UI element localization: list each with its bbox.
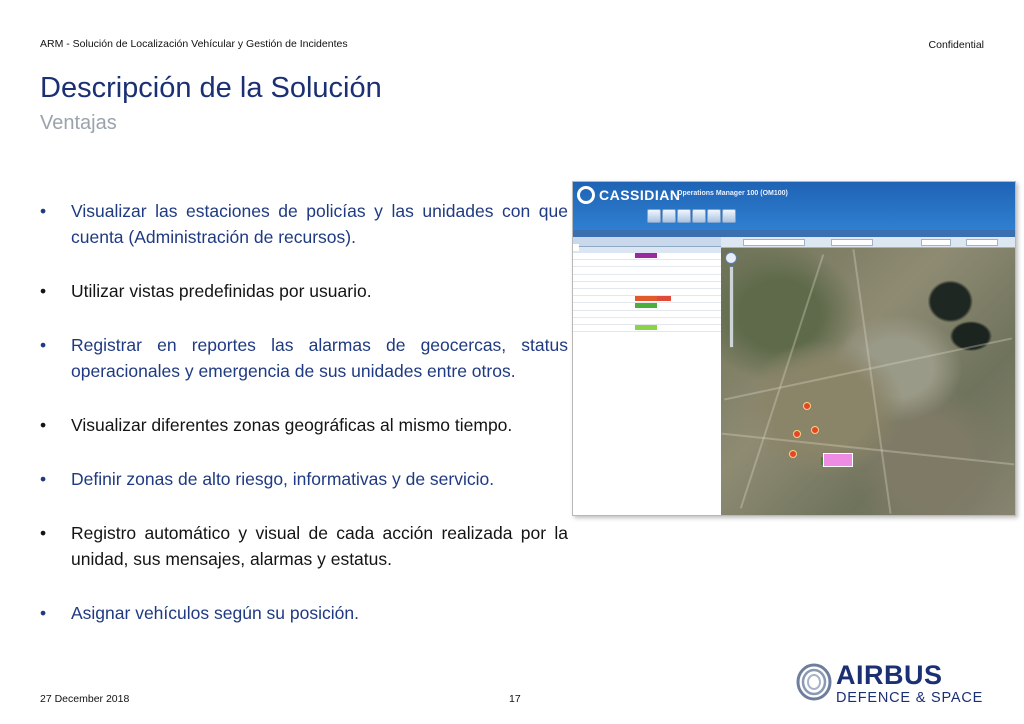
- resource-row: [573, 296, 721, 303]
- unit-marker-icon: [793, 430, 801, 438]
- bullet-dot: •: [40, 469, 47, 489]
- bullet-text: Asignar vehículos según su posición.: [71, 603, 359, 623]
- resource-row: [573, 289, 721, 296]
- resource-row: [573, 318, 721, 325]
- unit-marker-icon: [789, 450, 797, 458]
- bullet-dot: •: [40, 201, 47, 221]
- resource-row: [573, 253, 721, 260]
- logo-sub: DEFENCE & SPACE: [836, 690, 984, 706]
- bullet-item: [40, 466, 568, 492]
- airbus-swirl-icon: [796, 662, 832, 702]
- app-brand: CASSIDIAN: [599, 187, 681, 203]
- map-road: [852, 249, 891, 514]
- footer-date: 27 December 2018: [40, 693, 130, 705]
- unit-marker-icon: [803, 402, 811, 410]
- map-toolbar: [721, 237, 1015, 248]
- bullet-text: Visualizar diferentes zonas geográficas al mismo tiempo.: [71, 415, 513, 435]
- bullet-text: Definir zonas de alto riesgo, informativas y de servicio.: [71, 469, 495, 489]
- map-profile-select: [966, 239, 998, 246]
- bullet-text: Registrar en reportes las alarmas de geocercas, status operacionales y emergencia de sus unidades entre otros.: [71, 335, 568, 381]
- resource-row: [573, 311, 721, 318]
- bullet-text: Utilizar vistas predefinidas por usuario.: [71, 281, 372, 301]
- app-name: Operations Manager 100 (OM100): [677, 190, 788, 197]
- bullet-item: [40, 520, 568, 572]
- bullet-dot: •: [40, 415, 47, 435]
- map-search-field: [743, 239, 805, 246]
- map-pan-control-icon: [725, 252, 737, 264]
- resource-row: [573, 260, 721, 267]
- bullet-dot: •: [40, 281, 47, 301]
- header-confidential: Confidential: [928, 39, 984, 51]
- bullet-item: [40, 600, 568, 626]
- map-locale-select: [921, 239, 951, 246]
- unit-marker-icon: [811, 426, 819, 434]
- resource-tabs: [573, 237, 721, 247]
- resource-tab: [573, 244, 579, 251]
- resource-panel: [573, 237, 722, 515]
- resource-tab: [594, 244, 600, 251]
- header-left: ARM - Solución de Localización Vehícular y Gestión de Incidentes: [40, 38, 348, 50]
- airbus-logo: [796, 660, 996, 708]
- map-zoom-slider: [729, 266, 734, 348]
- bullet-dot: •: [40, 335, 47, 355]
- satellite-map: [721, 248, 1015, 515]
- bullet-item: [40, 198, 568, 250]
- map-filter-field: [831, 239, 873, 246]
- bullet-item: [40, 278, 568, 304]
- page-subtitle: Ventajas: [40, 112, 117, 134]
- app-toolbar-icon: [707, 209, 721, 223]
- resource-row: [573, 275, 721, 282]
- bullet-dot: •: [40, 603, 47, 623]
- bullet-dot: •: [40, 523, 47, 543]
- bullet-item: [40, 332, 568, 384]
- app-toolbar-icon: [647, 209, 661, 223]
- app-toolbar-icon: [722, 209, 736, 223]
- resource-row: [573, 303, 721, 310]
- logo-word: AIRBUS: [836, 660, 943, 690]
- bullet-text: Visualizar las estaciones de policías y las unidades con que cuenta (Administración de recursos).: [71, 201, 568, 247]
- app-toolbar-icon: [662, 209, 676, 223]
- bullet-list: [40, 198, 568, 654]
- footer-page-number: 17: [509, 693, 521, 705]
- app-screenshot: [572, 181, 1016, 516]
- page-title: Descripción de la Solución: [40, 72, 382, 104]
- bullet-item: [40, 412, 568, 438]
- app-toolbar-icon: [692, 209, 706, 223]
- resource-tab: [583, 244, 589, 251]
- cassidian-logo-icon: [577, 186, 595, 204]
- app-sub-bar: [573, 230, 1015, 237]
- resource-row: [573, 325, 721, 332]
- resource-row: [573, 282, 721, 289]
- resource-row: [573, 267, 721, 274]
- map-unit-popup: [823, 453, 853, 467]
- map-road: [722, 433, 1015, 466]
- app-toolbar-icon: [677, 209, 691, 223]
- bullet-text: Registro automático y visual de cada acción realizada por la unidad, sus mensajes, alarmas y estatus.: [71, 523, 568, 569]
- app-title-bar: [573, 182, 1015, 230]
